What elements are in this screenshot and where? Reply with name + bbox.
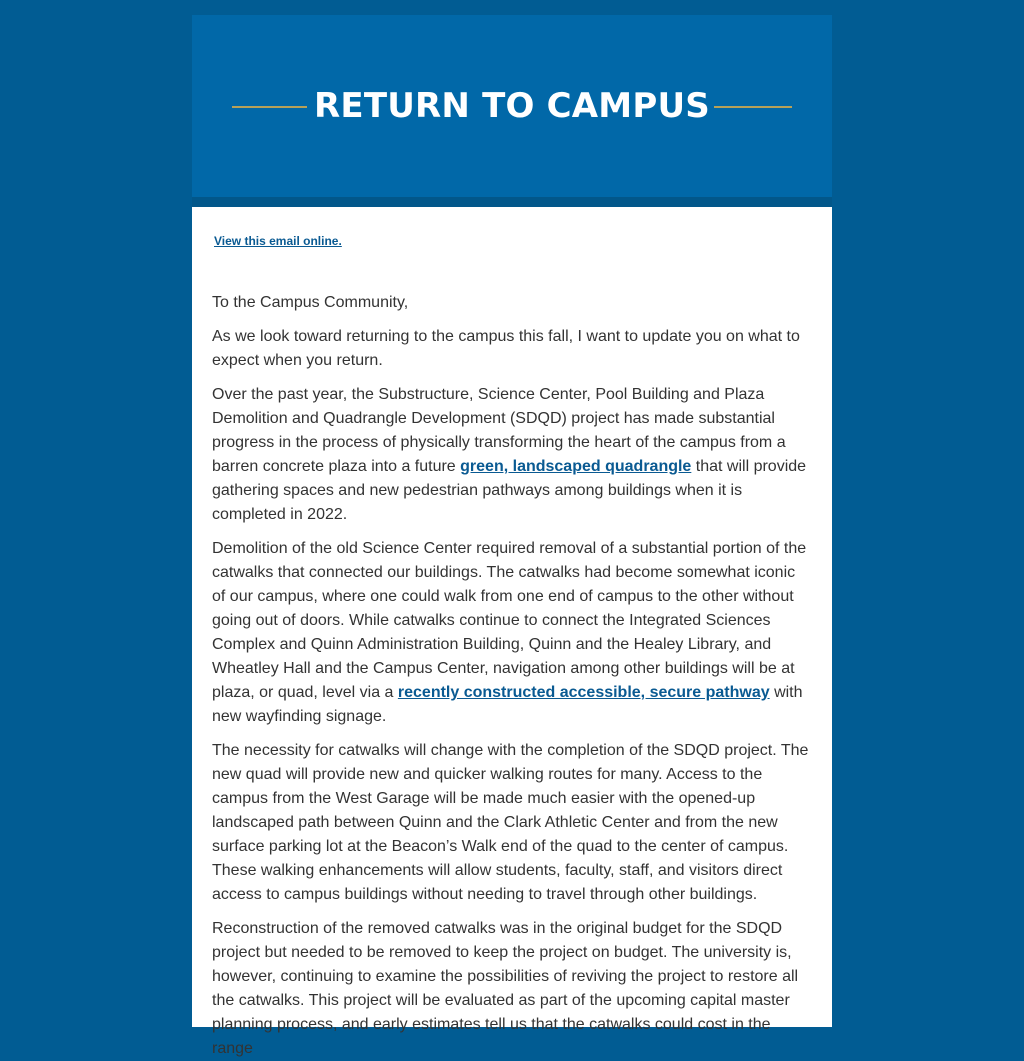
header-rule-right — [714, 106, 792, 108]
greeting: To the Campus Community, — [212, 294, 409, 311]
paragraph-sdqd-progress — [212, 383, 812, 527]
paragraph-walking-routes: The necessity for catwalks will change with the completion of the SDQD project. The new quad will provide new and quicker walking routes for many. Access to the campus from the West Garage will be made much easier with the opened-up landscaped path between Quinn and the Clark Athletic Center and from the new surface parking lot at the Beacon’s Walk end of the quad to the center of campus. These walking enhancements will allow students, faculty, staff, and visitors direct access to campus buildings without needing to travel through other buildings. — [212, 742, 809, 903]
paragraph-text: Demolition of the old Science Center required removal of a substantial portion of the catwalks that connected our buildings. The catwalks had become somewhat iconic of our campus, where one could walk from one end of campus to the other without going out of doors. While catwalks continue to connect the Integrated Sciences Complex and Quinn Administration Building, Quinn and the Healey Library, and Wheatley Hall and the Campus Center, navigation among other buildings will be at plaza, or quad, level via a — [212, 540, 807, 701]
paragraph-reconstruction: Reconstruction of the removed catwalks was in the original budget for the SDQD project but needed to be removed to keep the project on budget. The university is, however, continuing to examine the possibilities of reviving the project to restore all the catwalks. This project will be evaluated as part of the upcoming capital master planning process, and early estimates tell us that the catwalks could cost in the range — [212, 920, 799, 1057]
green-quadrangle-link[interactable]: green, landscaped quadrangle — [460, 458, 692, 475]
paragraph-text: that will provide gathering spaces and new pedestrian pathways among buildings when it is completed in 2022. — [212, 458, 807, 523]
view-email-online-link[interactable]: View this email online. — [214, 234, 342, 248]
email-header-banner — [192, 15, 832, 197]
paragraph-catwalks — [212, 537, 812, 729]
email-title: RETURN TO CAMPUS — [314, 86, 710, 126]
paragraph-text: with new wayfinding signage. — [212, 684, 803, 725]
header-bottom-band — [192, 197, 832, 207]
email-container — [192, 15, 832, 1057]
secure-pathway-link[interactable]: recently constructed accessible, secure pathway — [397, 684, 770, 701]
paragraph-intro: As we look toward returning to the campus this fall, I want to update you on what to expect when you return. — [212, 328, 800, 369]
paragraph-text: Over the past year, the Substructure, Science Center, Pool Building and Plaza Demolition and Quadrangle Development (SDQD) project has made substantial progress in the process of physically transforming the heart of the campus from a barren concrete plaza into a future — [212, 386, 786, 475]
email-body — [192, 207, 832, 1057]
